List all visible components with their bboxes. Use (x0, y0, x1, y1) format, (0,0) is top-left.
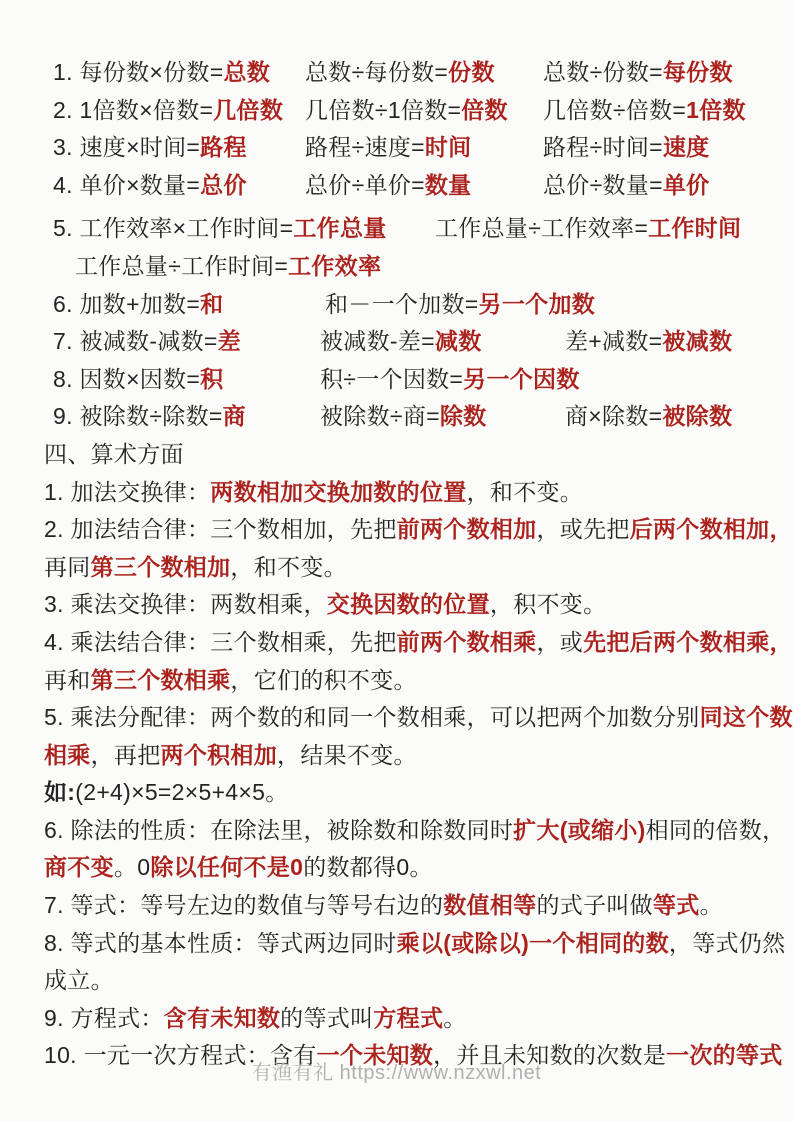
highlight-red-text: 数值相等 (443, 892, 537, 919)
highlight-red-text: 总数 (223, 59, 271, 85)
highlight-red-text: 总价 (200, 171, 247, 198)
body-text: 总数÷份数= (543, 59, 663, 85)
body-text: 几倍数÷倍数= (543, 96, 687, 123)
body-text: 5. 工作效率×工作时间= (53, 215, 294, 242)
highlight-red-text: 第三个数相加 (90, 553, 231, 580)
body-text: ，积不变。 (489, 591, 607, 618)
formula-row (53, 286, 757, 324)
highlight-red-text: 路程 (200, 134, 247, 161)
text-line (44, 549, 757, 587)
highlight-red-text: 份数 (448, 59, 495, 85)
highlight-red-text: 两个积相加 (160, 741, 278, 768)
body-text: 4. 乘法结合律：三个数相乘，先把 (44, 628, 397, 655)
body-text: 8. 因数×因数= (53, 365, 201, 392)
highlight-red-text: 和 (200, 290, 224, 317)
highlight-red-text: 倍数 (461, 96, 508, 123)
body-text: 2. 1倍数×倍数= (53, 96, 214, 123)
text-line (44, 812, 786, 850)
body-text: 总价÷单价= (305, 171, 425, 198)
body-text: 4. 单价×数量= (53, 171, 201, 198)
body-text: 总数÷每份数= (305, 59, 449, 85)
body-text: (2+4)×5=2×5+4×5。 (75, 779, 289, 806)
highlight-red-text: 两数相加交换加数的位置 (210, 478, 467, 505)
formula-cell (53, 398, 320, 436)
text-line (44, 586, 757, 624)
body-text: 9. 被除数÷除数= (53, 403, 223, 430)
body-text: ，它们的积不变。 (230, 666, 417, 693)
body-text: 3. 乘法交换律：两数相乘， (44, 591, 327, 618)
body-text: ，或 (536, 628, 584, 655)
highlight-red-text: 差 (217, 328, 241, 355)
formula-cell (53, 54, 305, 92)
text-line (75, 248, 757, 286)
highlight-red-text: 扩大(或缩小) (513, 816, 646, 843)
formula-cell (53, 92, 305, 130)
formula-cell (543, 54, 757, 92)
content (44, 54, 793, 1075)
formula-cell (565, 398, 757, 436)
text-line (44, 774, 757, 812)
formula-cell (53, 286, 325, 324)
highlight-red-text: 数量 (424, 171, 472, 198)
section-heading (44, 436, 757, 474)
formula-row (53, 167, 757, 205)
highlight-red-text: 另一个加数 (478, 290, 596, 317)
body-text: 商×除数= (565, 403, 663, 430)
highlight-red-text: 等式 (652, 892, 700, 919)
body-text: 和－一个加数= (325, 290, 479, 317)
formula-row (53, 398, 757, 436)
formula-cell (305, 92, 543, 130)
formula-row (53, 210, 757, 248)
text-line (44, 1000, 757, 1038)
highlight-red-text: 前两个数相加 (396, 516, 537, 543)
body-text: 的式子叫做 (536, 892, 653, 919)
body-text: 。 (443, 1004, 467, 1031)
body-text: 被除数÷商= (320, 403, 440, 430)
formula-cell (53, 167, 305, 205)
text-line (44, 511, 793, 549)
text-line (44, 699, 793, 737)
body-text: 1. 每份数×份数= (53, 59, 224, 85)
body-text: 10. 一元一次方程式：含有 (44, 1042, 317, 1069)
body-text: 差+减数= (565, 328, 663, 355)
formula-cell (543, 92, 757, 130)
body-text: 6. 除法的性质：在除法里，被除数和除数同时 (44, 816, 514, 843)
footer-watermark: 有渔有礼 https://www.nzxwl.net (251, 1062, 542, 1084)
highlight-red-text: 后两个数相加， (629, 516, 793, 543)
body-text: 工作总量÷工作时间= (75, 252, 289, 279)
body-text: ，和不变。 (466, 478, 584, 505)
body-text: 7. 被减数-减数= (53, 328, 218, 355)
formula-cell (320, 323, 565, 361)
formula-cell (53, 361, 320, 399)
body-text: 2. 加法结合律：三个数相加，先把 (44, 516, 397, 543)
highlight-red-text: 被除数 (662, 403, 733, 430)
highlight-red-text: 每份数 (662, 59, 733, 85)
body-text: 路程÷时间= (543, 134, 663, 161)
body-text: ，并且未知数的次数是 (433, 1042, 667, 1069)
formula-cell (320, 361, 580, 399)
highlight-red-text: 被减数 (662, 328, 733, 355)
formula-cell (305, 129, 543, 167)
body-text: 相同的倍数， (645, 816, 786, 843)
body-text: ，结果不变。 (277, 741, 417, 768)
body-text: 再同 (44, 553, 91, 580)
highlight-red-text: 交换因数的位置 (326, 591, 490, 618)
highlight-red-text: 商 (222, 403, 246, 430)
highlight-red-text: 第三个数相乘 (90, 666, 231, 693)
body-text: ，再把 (90, 741, 161, 768)
highlight-red-text: 一次的等式 (666, 1042, 783, 1069)
formula-cell (565, 323, 757, 361)
body-text: 3. 速度×时间= (53, 134, 201, 161)
highlight-red-text: 时间 (424, 134, 472, 161)
body-text: 四、算术方面 (44, 440, 184, 467)
body-text: 积÷一个因数= (320, 365, 464, 392)
highlight-red-text: 方程式 (373, 1004, 444, 1031)
body-text: 5. 乘法分配律：两个数的和同一个数相乘，可以把两个加数分别 (44, 704, 700, 731)
text-line (44, 962, 757, 1000)
highlight-red-text: 先把后两个数相乘， (583, 628, 793, 655)
highlight-red-text: 几倍数 (213, 96, 284, 123)
body-text: 8. 等式的基本性质：等式两边同时 (44, 929, 397, 956)
formula-cell (305, 54, 543, 92)
body-text: 如: (44, 779, 76, 806)
body-text: 成立。 (44, 967, 114, 994)
text-line (44, 624, 793, 662)
highlight-red-text: 乘以(或除以)一个相同的数 (396, 929, 669, 956)
highlight-red-text: 相乘 (44, 741, 91, 768)
body-text: 路程÷速度= (305, 134, 425, 161)
highlight-red-text: 商不变 (44, 854, 114, 881)
text-line (44, 849, 757, 887)
body-text: 9. 方程式： (44, 1004, 164, 1031)
highlight-red-text: 积 (200, 365, 224, 392)
highlight-red-text: 含有未知数 (163, 1004, 281, 1031)
highlight-red-text: 另一个因数 (463, 365, 580, 392)
text-line (44, 474, 757, 512)
body-text: 几倍数÷1倍数= (305, 96, 462, 123)
highlight-red-text: 除以任何不是0 (150, 854, 304, 881)
body-text: 总价÷数量= (543, 171, 663, 198)
formula-cell (53, 210, 435, 248)
highlight-red-text: 同这个数 (699, 704, 793, 731)
body-text: ，或先把 (536, 516, 630, 543)
formula-row (53, 361, 757, 399)
formula-cell (325, 286, 757, 324)
text-line (44, 887, 757, 925)
formula-cell (53, 129, 305, 167)
formula-row (53, 129, 757, 167)
formula-cell (320, 398, 565, 436)
highlight-red-text: 除数 (439, 403, 487, 430)
text-line (44, 662, 757, 700)
body-text: 。 (699, 892, 723, 919)
highlight-red-text: 单价 (662, 171, 710, 198)
body-text: 的数都得0。 (303, 854, 433, 881)
highlight-red-text: 工作总量 (293, 215, 387, 242)
formula-cell (543, 129, 757, 167)
body-text: 再和 (44, 666, 91, 693)
body-text: 6. 加数+加数= (53, 290, 201, 317)
formula-cell (435, 210, 757, 248)
body-text: ，和不变。 (230, 553, 347, 580)
highlight-red-text: 减数 (434, 328, 482, 355)
highlight-red-text: 一个未知数 (316, 1042, 434, 1069)
text-line (44, 737, 757, 775)
body-text: 被减数-差= (320, 328, 435, 355)
body-text: ，等式仍然 (668, 929, 786, 956)
highlight-red-text: 工作时间 (648, 215, 742, 242)
formula-cell (305, 167, 543, 205)
highlight-red-text: 1倍数 (686, 96, 746, 123)
formula-row (53, 323, 757, 361)
formula-cell (543, 167, 757, 205)
highlight-red-text: 工作效率 (288, 252, 382, 279)
formula-row (53, 92, 757, 130)
highlight-red-text: 速度 (662, 134, 710, 161)
highlight-red-text: 前两个数相乘 (396, 628, 537, 655)
formula-row (53, 54, 757, 92)
body-text: 1. 加法交换律： (44, 478, 211, 505)
text-line (44, 925, 786, 963)
body-text: 7. 等式：等号左边的数值与等号右边的 (44, 892, 444, 919)
body-text: 。0 (113, 854, 151, 881)
body-text: 工作总量÷工作效率= (435, 215, 649, 242)
body-text: 的等式叫 (280, 1004, 374, 1031)
formula-cell (53, 323, 320, 361)
